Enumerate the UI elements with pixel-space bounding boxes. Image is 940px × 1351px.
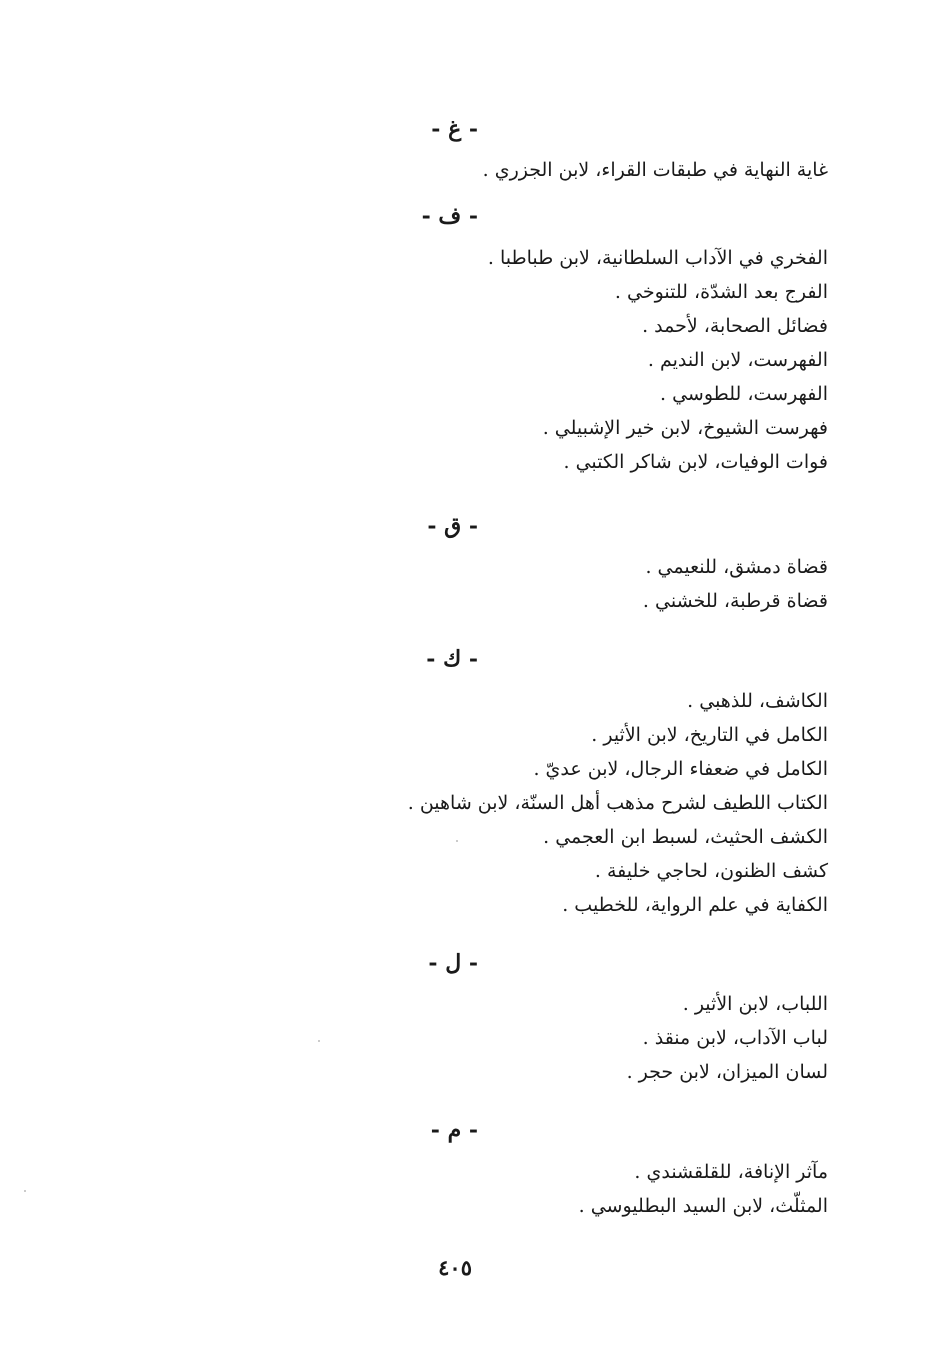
list-item: قضاة دمشق، للنعيمي . <box>645 556 828 578</box>
entries-qaf <box>643 550 828 618</box>
scan-speck <box>24 1190 26 1192</box>
list-item: الفرج بعد الشدّة، للتنوخي . <box>614 281 828 303</box>
list-item: الكشف الحثيث، لسبط ابن العجمي . <box>543 826 828 848</box>
entries-kaf <box>408 684 828 922</box>
scan-speck <box>318 1040 320 1042</box>
section-heading-mim: - م - <box>430 1117 478 1143</box>
list-item: لسان الميزان، لابن حجر . <box>626 1061 828 1083</box>
list-item: فضائل الصحابة، لأحمد . <box>642 315 828 337</box>
entries-mim <box>579 1155 828 1223</box>
list-item: كشف الظنون، لحاجي خليفة . <box>594 860 828 882</box>
list-item: مآثر الإنافة، للقلقشندي . <box>634 1161 828 1183</box>
list-item: لباب الآداب، لابن منقذ . <box>642 1027 828 1049</box>
section-heading-lam: - ل - <box>428 950 478 976</box>
entries-fa <box>488 241 828 479</box>
list-item: الكفاية في علم الرواية، للخطيب . <box>562 894 828 916</box>
section-heading-fa: - ف - <box>421 203 478 229</box>
list-item: الفخري في الآداب السلطانية، لابن طباطبا . <box>487 247 828 269</box>
section-heading-kaf: - ك - <box>426 646 478 672</box>
list-item: المثلّث، لابن السيد البطليوسي . <box>578 1195 828 1217</box>
list-item: فهرست الشيوخ، لابن خير الإشبيلي . <box>542 417 828 439</box>
scan-speck <box>456 840 458 842</box>
list-item: الفهرست، للطوسي . <box>660 383 828 405</box>
list-item: غاية النهاية في طبقات القراء، لابن الجزري . <box>482 159 828 181</box>
list-item: قضاة قرطبة، للخشني . <box>642 590 828 612</box>
entries-ghain <box>483 153 828 187</box>
list-item: الكامل في التاريخ، لابن الأثير . <box>591 724 828 746</box>
list-item: الفهرست، لابن النديم . <box>647 349 828 371</box>
list-item: الكامل في ضعفاء الرجال، لابن عديّ . <box>533 758 828 780</box>
list-item: فوات الوفيات، لابن شاكر الكتبي . <box>563 451 828 473</box>
page-number: ٤٠٥ <box>438 1255 472 1280</box>
entries-lam <box>627 987 828 1089</box>
section-heading-ghain: - غ - <box>431 116 478 142</box>
list-item: الكتاب اللطيف لشرح مذهب أهل السنّة، لابن شاهين . <box>407 792 828 814</box>
list-item: الكاشف، للذهبي . <box>687 690 828 712</box>
list-item: اللباب، لابن الأثير . <box>682 993 828 1015</box>
section-heading-qaf: - ق - <box>427 513 478 539</box>
